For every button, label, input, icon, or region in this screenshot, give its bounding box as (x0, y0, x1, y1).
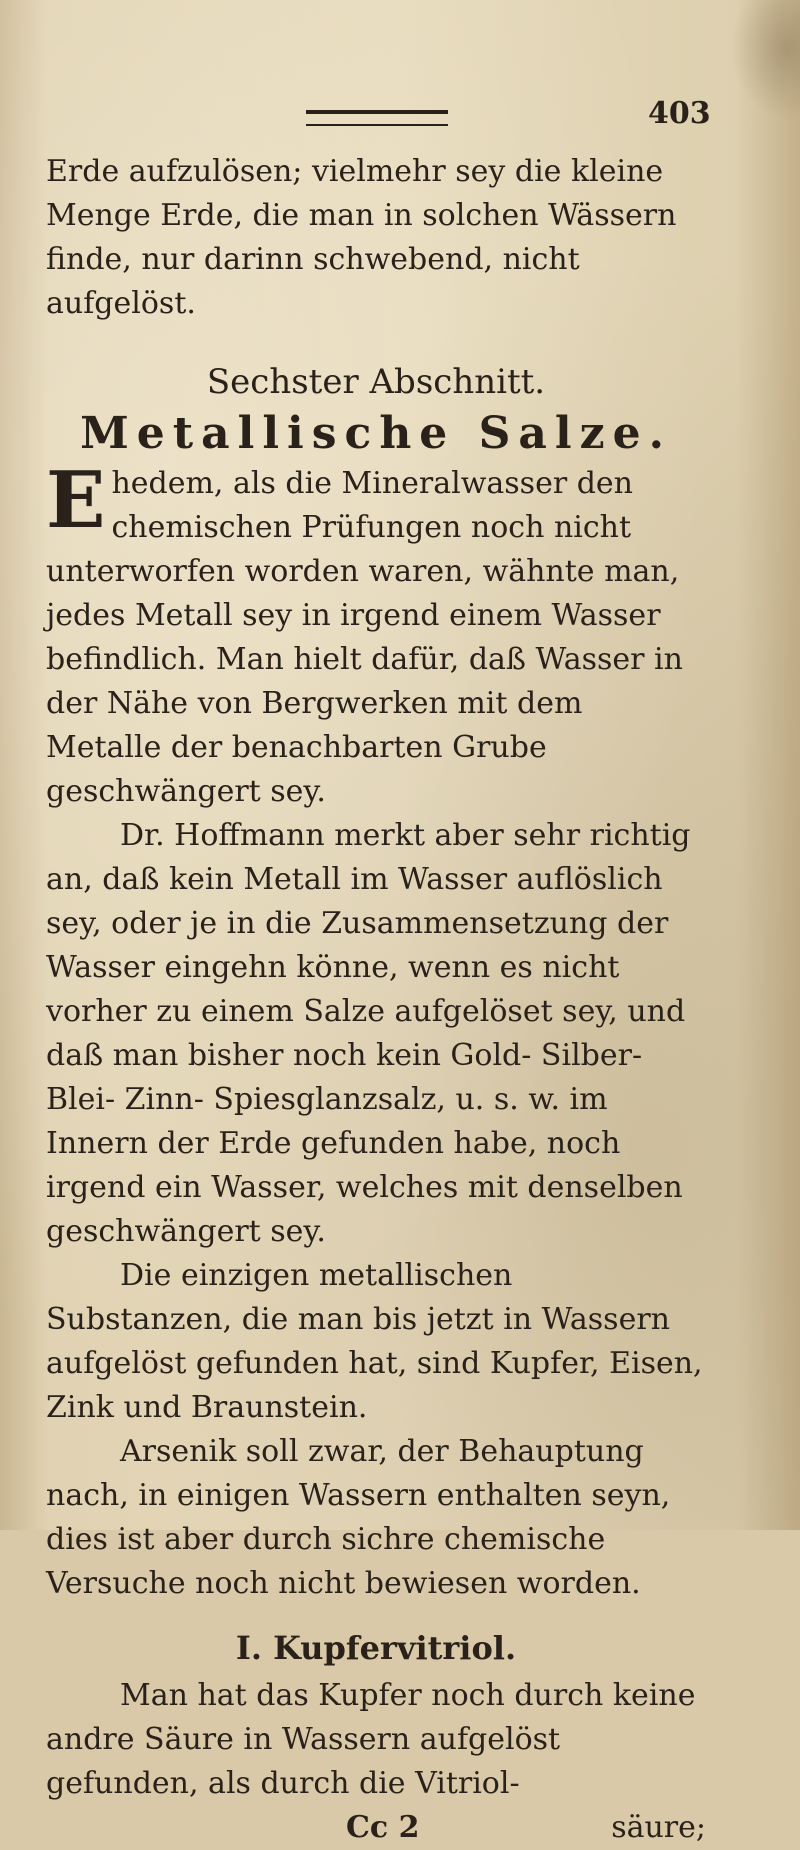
paragraph-4: Arsenik soll zwar, der Behauptung nach, in einigen Wassern enthalten seyn, dies ist aber durch sichre chemische Versuche noch nicht bewiesen worden. (46, 1434, 671, 1601)
page-footer (46, 1806, 706, 1850)
paragraph-5: Man hat das Kupfer noch durch keine andre Säure in Wassern aufgelöst gefunden, als durch die Vitriol- (46, 1678, 696, 1801)
catchword: säure; (611, 1810, 706, 1845)
paragraph-3: Die einzigen metallischen Substanzen, die man bis jetzt in Wassern aufgelöst gefunden hat, sind Kupfer, Eisen, Zink und Braunstein. (46, 1258, 703, 1425)
header-rule (306, 110, 448, 126)
carryover-paragraph: Erde aufzulösen; vielmehr sey die kleine Menge Erde, die man in solchen Wässern finde, nur darinn schwebend, nicht aufgelöst. (46, 154, 677, 321)
drop-cap: E (46, 455, 106, 546)
section-heading: Sechster Abschnitt. (206, 362, 546, 402)
paragraph-2: Dr. Hoffmann merkt aber sehr richtig an, daß kein Metall im Wasser auflöslich sey, oder je in die Zusammensetzung der Wasser eingehn könne, wenn es nicht vorher zu einem Salze aufgelöset sey, und daß man bisher noch kein Gold- Silber- Blei- Zinn- Spiesglanzsalz, u. s. w. im Innern der Erde gefunden habe, noch irgend ein Wasser, welches mit denselben geschwängert sey. (46, 818, 691, 1249)
subsection-title: I. Kupfervitriol. (235, 1629, 517, 1667)
section-title: Metallische Salze. (80, 408, 672, 459)
page-body (46, 150, 706, 1850)
signature-mark: Cc 2 (346, 1810, 420, 1845)
paragraph-1 (46, 455, 706, 814)
page-number: 403 (648, 96, 711, 131)
page-header (0, 96, 800, 136)
paragraph-1-text: hedem, als die Mineralwasser den chemischen Prüfungen noch nicht unterworfen worden waren, wähnte man, jedes Metall sey in irgend einem Wasser befindlich. Man hielt dafür, daß Wasser in der Nähe von Bergwerken mit dem Metalle der benachbarten Grube geschwängert sey. (46, 466, 683, 809)
